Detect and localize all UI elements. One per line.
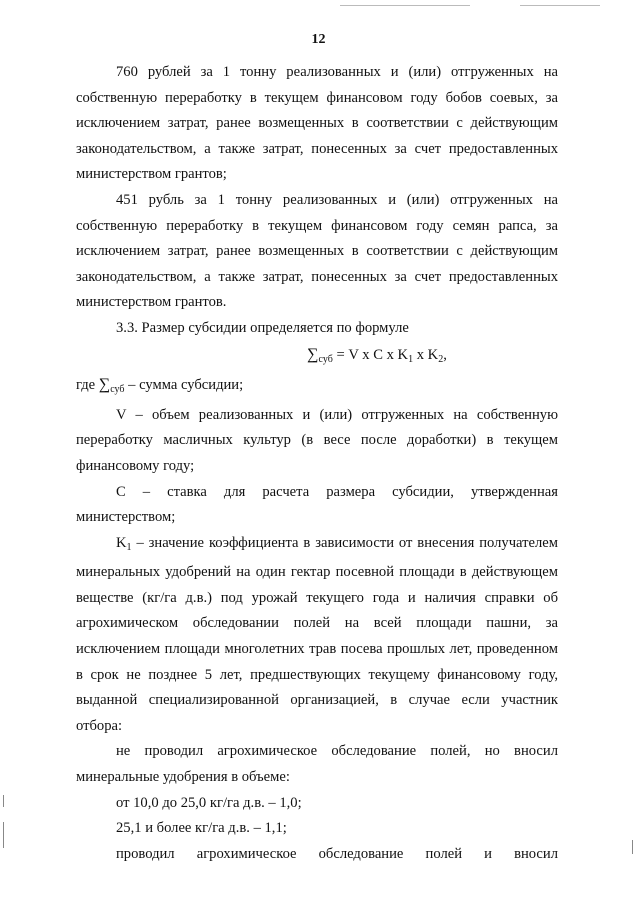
scan-edge-line	[340, 5, 470, 6]
formula-rhs-part1: = V x C x K	[332, 346, 409, 363]
sum-sign: ∑	[98, 376, 111, 394]
where-suffix: – сумма субсидии;	[124, 377, 244, 394]
subsidy-formula	[76, 342, 558, 373]
scan-edge-line	[520, 5, 600, 6]
k1-subscript: 1	[126, 541, 132, 553]
sum-subscript: суб	[318, 353, 333, 365]
paragraph-no-survey: не проводил агрохимическое обследование полей, но вносил минеральные удобрения в объеме:	[76, 743, 558, 786]
k1-text: – значение коэффициента в зависимости от внесения получателем минеральных удобрений на один гектар посевной площади в действующем веществе (кг/га д.в.) под урожай текущего года и наличия справки об агрохимическом обследовании полей на всей площади пашни, за исключением площади многолетних трав посева прошлых лет, проведенном в срок не позднее 5 лет, предшествующих текущему финансовому году, выданной специализированной организацией, в случае если участник отбора:	[76, 534, 558, 734]
sum-subscript: суб	[110, 384, 125, 396]
paragraph-where	[76, 372, 558, 403]
paragraph-soy-rate: 760 рублей за 1 тонну реализованных и (или) отгруженных на собственную переработку в текущем финансовом году бобов соевых, за исключением затрат, ранее возмещенных в соответствии с действующим законодательством, а также затрат, понесенных за счет предоставленных министерством грантов;	[76, 64, 558, 183]
scan-margin-mark	[3, 822, 4, 848]
paragraph-with-survey: проводил агрохимическое обследование полей и вносил	[116, 845, 558, 862]
k1-symbol: K	[116, 534, 127, 551]
formula-rhs-part2: x K	[413, 346, 439, 363]
paragraph-rate-10-25: от 10,0 до 25,0 кг/га д.в. – 1,0;	[116, 794, 302, 811]
paragraph-subsidy-formula-intro: 3.3. Размер субсидии определяется по формуле	[116, 319, 409, 336]
where-prefix: где	[76, 377, 99, 394]
paragraph-v-definition: V – объем реализованных и (или) отгруженных на собственную переработку масличных культур (в весе после доработки) в текущем финансовому году;	[76, 406, 558, 474]
scan-margin-mark	[632, 840, 633, 854]
paragraph-c-definition: С – ставка для расчета размера субсидии, утвержденная министерством;	[76, 483, 558, 526]
paragraph-rate-25-plus: 25,1 и более кг/га д.в. – 1,1;	[116, 820, 287, 837]
document-body	[76, 60, 558, 867]
formula-tail: ,	[443, 346, 447, 363]
paragraph-rapeseed-rate: 451 рубль за 1 тонну реализованных и (или) отгруженных на собственную переработку в текущем финансовом году семян рапса, за исключением затрат, ранее возмещенных в соответствии с действующим законодательством, а также затрат, понесенных за счет предоставленных министерством грантов.	[76, 191, 558, 311]
k2-subscript: 2	[438, 353, 444, 365]
scan-margin-mark	[3, 795, 4, 807]
sum-sign: ∑	[307, 345, 319, 363]
paragraph-k1-definition	[76, 531, 558, 740]
page-number: 12	[311, 32, 326, 47]
k1-subscript: 1	[408, 353, 414, 365]
